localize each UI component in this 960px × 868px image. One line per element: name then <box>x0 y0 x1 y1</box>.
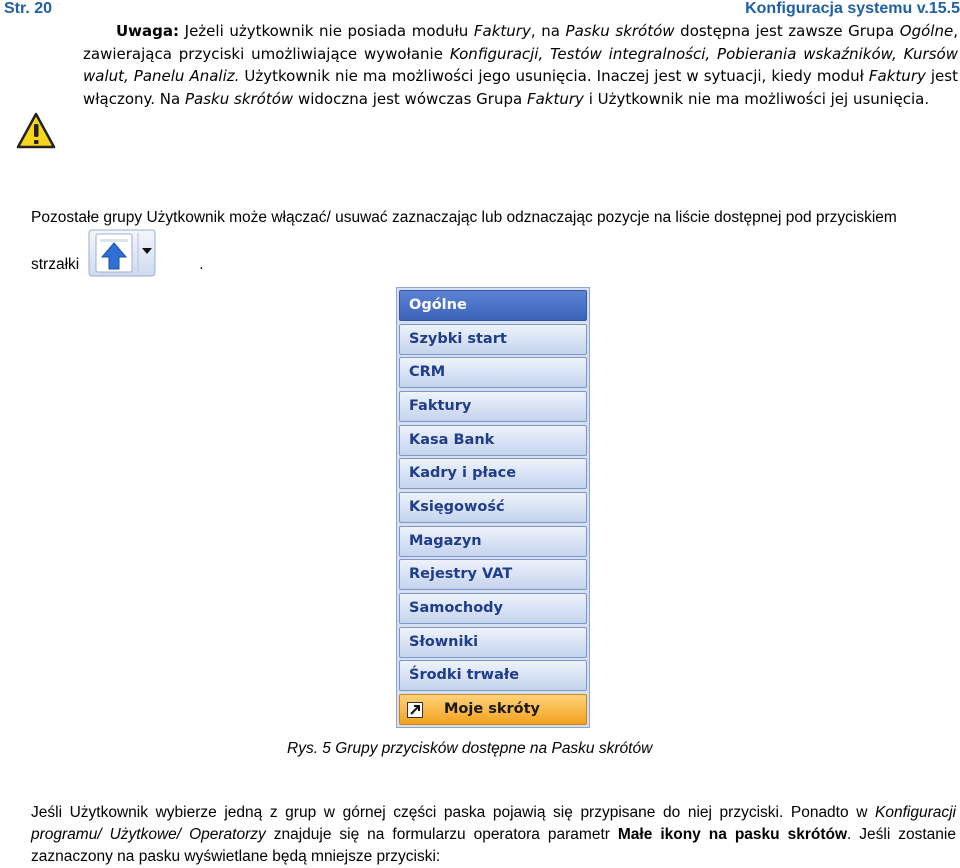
note-em: Konfiguracji, Testów integralności, Pobierania wskaźników, Kursów walut, Panelu Analiz. <box>83 44 958 85</box>
note-text: jest włączony. Na <box>83 67 958 108</box>
warning-note <box>83 20 958 110</box>
group-kadry-i-place[interactable]: Kadry i płace <box>399 458 587 489</box>
note-em: Pasku skrótów <box>565 22 675 40</box>
document-title: Konfiguracja systemu v.15.5 <box>745 0 960 17</box>
page-number: Str. 20 <box>4 0 53 17</box>
paragraph-em: Konfiguracji programu/ Użytkowe/ Operatorzy <box>31 804 956 843</box>
group-ogolne[interactable]: Ogólne <box>399 290 587 321</box>
group-rejestry-vat[interactable]: Rejestry VAT <box>399 559 587 590</box>
paragraph-text: znajduje się na formularzu operatora parametr <box>273 826 610 843</box>
note-em: Faktury <box>868 67 926 85</box>
note-em: Faktury <box>526 89 584 108</box>
group-crm[interactable]: CRM <box>399 357 587 388</box>
note-text: Użytkownik nie ma możliwości jego usunięcia. Inaczej jest w sytuacji, kiedy moduł <box>244 67 864 85</box>
group-slowniki[interactable]: Słowniki <box>399 627 587 658</box>
paragraph-end: . <box>199 256 204 273</box>
shortcut-arrow-icon <box>407 702 423 718</box>
paragraph-groups <box>31 207 960 273</box>
group-kasa-bank[interactable]: Kasa Bank <box>399 425 587 456</box>
note-text: dostępna jest zawsze Grupa <box>680 22 895 40</box>
note-em: Faktury <box>473 22 531 40</box>
note-text: , zawierająca przyciski umożliwiające wywołanie <box>83 22 958 63</box>
note-em: Pasku skrótów <box>185 89 294 108</box>
group-samochody[interactable]: Samochody <box>399 593 587 624</box>
warning-icon <box>16 112 56 150</box>
paragraph-text: . Jeśli zostanie zaznaczony na pasku wyświetlane będą mniejsze przyciski: <box>31 826 956 865</box>
shortcut-groups-list <box>396 287 590 728</box>
group-faktury[interactable]: Faktury <box>399 391 587 422</box>
group-szybki-start[interactable]: Szybki start <box>399 324 587 355</box>
paragraph-strong: Małe ikony na pasku skrótów <box>617 826 848 843</box>
group-moje-skroty-label: Moje skróty <box>444 701 541 717</box>
page-header <box>0 0 960 22</box>
figure-caption: Rys. 5 Grupy przycisków dostępne na Pasku skrótów <box>287 740 653 757</box>
group-moje-skroty[interactable] <box>399 694 587 725</box>
paragraph-line: Pozostałe grupy Użytkownik może włączać/ usuwać zaznaczając lub odznaczając pozycje na liście dostępnej pod przyciskiem <box>31 209 897 226</box>
paragraph-line: strzałki <box>31 256 80 273</box>
note-text: widoczna jest wówczas Grupa <box>297 89 523 108</box>
group-menu-button-icon[interactable] <box>88 229 156 277</box>
note-em: Ogólne <box>899 22 954 40</box>
paragraph-small-icons <box>31 802 956 868</box>
note-text: Jeżeli użytkownik nie posiada modułu <box>184 22 469 40</box>
group-magazyn[interactable]: Magazyn <box>399 526 587 557</box>
note-label: Uwaga: <box>116 22 180 40</box>
note-text: i Użytkownik nie ma możliwości jej usunięcia. <box>588 89 930 108</box>
paragraph-text: Jeśli Użytkownik wybierze jedną z grup w górnej części paska pojawią się przypisane do niej przyciski. Ponadto w <box>31 804 868 821</box>
group-ksiegowosc[interactable]: Księgowość <box>399 492 587 523</box>
note-text: , na <box>530 22 560 40</box>
group-srodki-trwale[interactable]: Środki trwałe <box>399 660 587 691</box>
